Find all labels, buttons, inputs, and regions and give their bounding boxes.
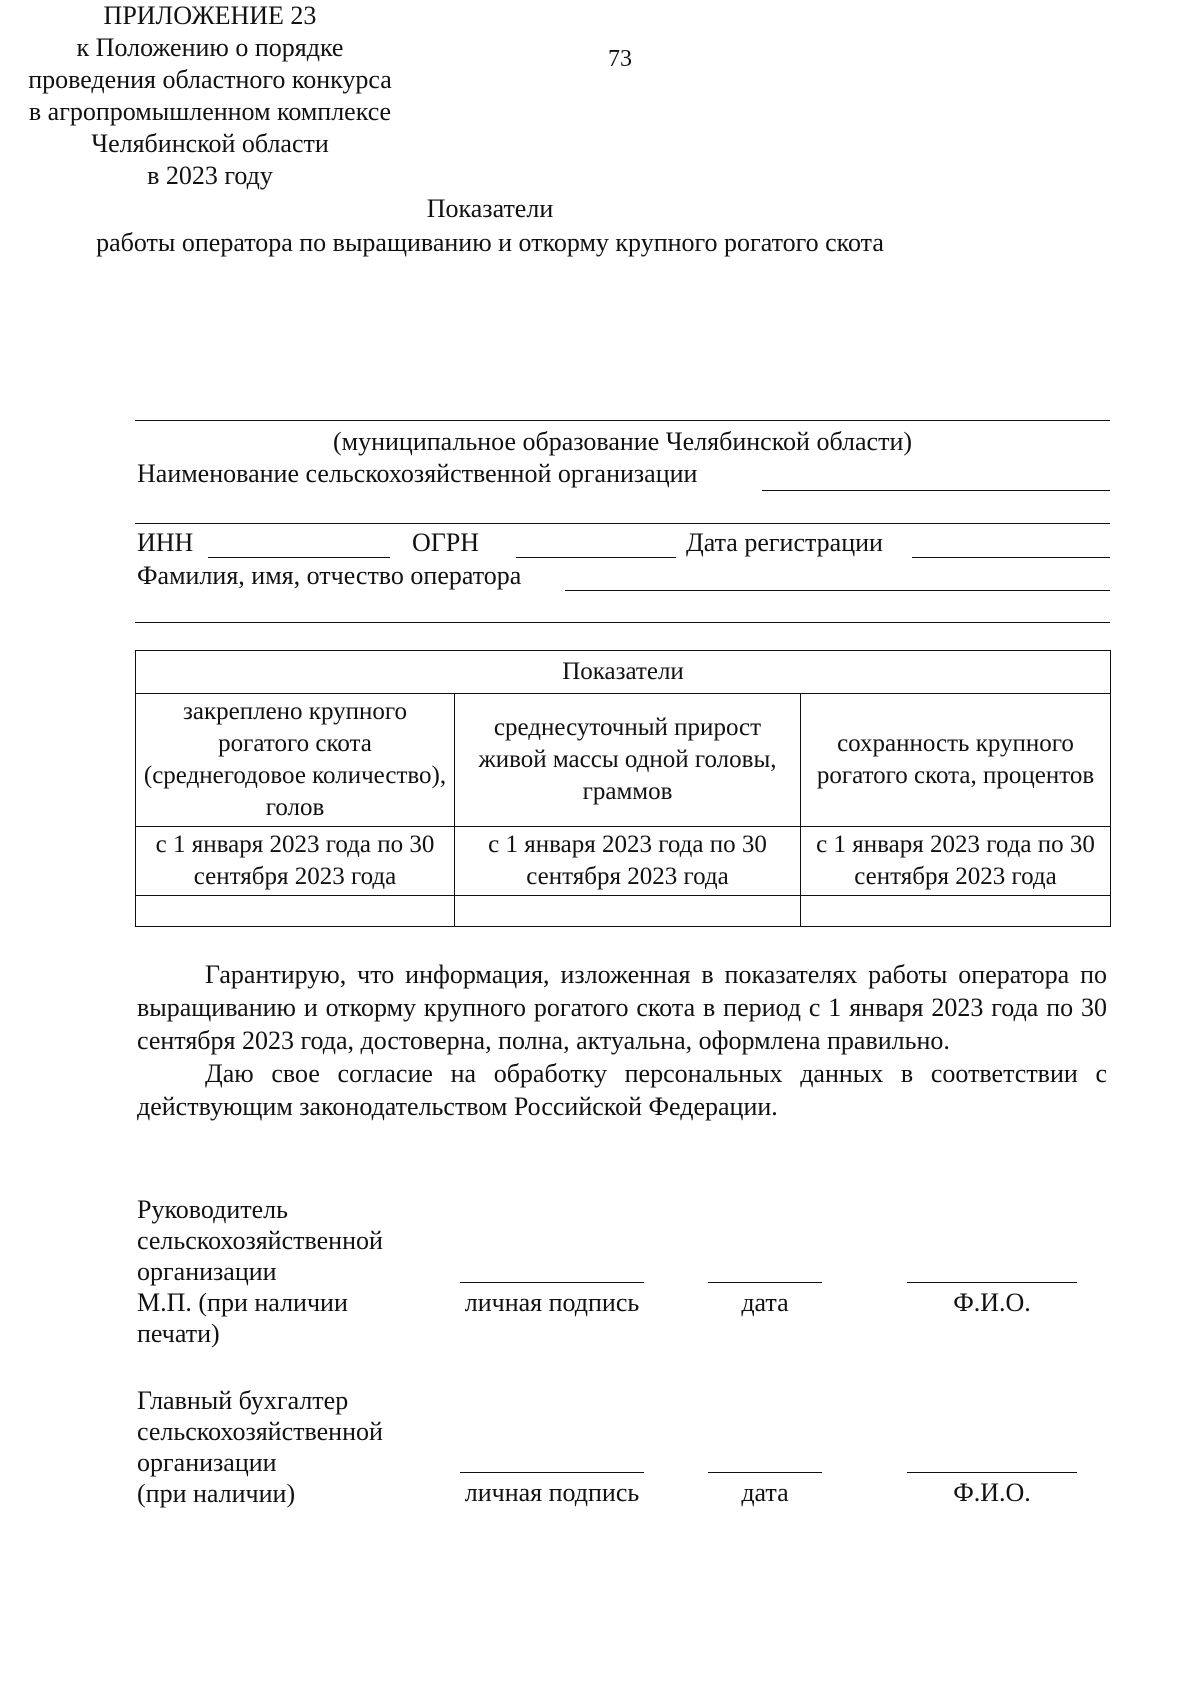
appendix-line: к Положению о порядке	[76, 33, 344, 62]
document-title-line1: Показатели	[426, 194, 554, 223]
guarantee-paragraph: Гарантирую, что информация, изложенная в показателях работы оператора по выращиванию и откорму крупного рогатого скота в период с 1 января 2023 года по 30 сентября 2023 года, достоверна, полна, актуальна, оформлена правильно.	[137, 960, 1107, 1055]
inn-label: ИНН	[137, 528, 194, 557]
indicators-table	[135, 650, 1111, 927]
value-cell-safety[interactable]	[801, 896, 1111, 927]
table-period-row	[136, 827, 1111, 896]
signature-caption: личная подпись	[464, 1478, 640, 1507]
table-header-row	[136, 651, 1111, 694]
registration-date-field[interactable]	[912, 557, 1110, 558]
inn-field[interactable]	[208, 557, 390, 558]
operator-name-field[interactable]	[565, 590, 1110, 591]
appendix-line: проведения областного конкурса	[28, 65, 392, 94]
appendix-title: ПРИЛОЖЕНИЕ 23	[103, 1, 317, 30]
signature-role-accountant: Главный бухгалтер сельскохозяйственной организации (при наличии)	[137, 1386, 383, 1508]
appendix-line: в агропромышленном комплексе	[28, 97, 392, 126]
value-cell-cattle-count[interactable]	[136, 896, 455, 927]
signature-line-accountant[interactable]	[460, 1472, 644, 1473]
appendix-line: в 2023 году	[147, 161, 273, 190]
consent-paragraph: Даю свое согласие на обработку персональных данных в соответствии с действующим законодательством Российской Федерации.	[137, 1059, 1107, 1121]
period-cell-safety: с 1 января 2023 года по 30 сентября 2023 года	[801, 827, 1111, 896]
org-name-label: Наименование сельскохозяйственной организации	[137, 459, 698, 488]
period-cell-daily-gain: с 1 января 2023 года по 30 сентября 2023 года	[455, 827, 801, 896]
name-line-accountant[interactable]	[907, 1472, 1077, 1473]
table-values-row	[136, 896, 1111, 927]
document-title	[0, 192, 980, 260]
ogrn-field[interactable]	[516, 557, 676, 558]
ogrn-label: ОГРН	[412, 528, 480, 557]
column-header-daily-gain: среднесуточный прирост живой массы одной головы, граммов	[455, 694, 801, 827]
appendix-line: Челябинской области	[91, 129, 329, 158]
municipality-field[interactable]	[135, 420, 1110, 421]
period-cell-cattle-count: с 1 января 2023 года по 30 сентября 2023 года	[136, 827, 455, 896]
org-name-field[interactable]	[762, 490, 1110, 491]
column-header-safety: сохранность крупного рогатого скота, процентов	[801, 694, 1111, 827]
municipality-caption: (муниципальное образование Челябинской области)	[332, 427, 913, 456]
page-number: 73	[608, 46, 632, 72]
appendix-header	[0, 0, 420, 192]
date-caption: дата	[741, 1288, 789, 1317]
column-header-cattle-count: закреплено крупного рогатого скота (среднегодовое количество), голов	[136, 694, 455, 827]
operator-name-label: Фамилия, имя, отчество оператора	[137, 561, 522, 590]
name-line-head[interactable]	[907, 1282, 1077, 1283]
signature-line-head[interactable]	[460, 1282, 644, 1283]
guarantee-text	[137, 958, 1107, 1123]
name-caption: Ф.И.О.	[953, 1288, 1031, 1317]
name-caption: Ф.И.О.	[953, 1478, 1031, 1507]
date-line-accountant[interactable]	[708, 1472, 822, 1473]
org-name-field-line2[interactable]	[135, 523, 1110, 524]
table-header-cell: Показатели	[136, 651, 1111, 694]
value-cell-daily-gain[interactable]	[455, 896, 801, 927]
date-line-head[interactable]	[708, 1282, 822, 1283]
signature-caption: личная подпись	[464, 1288, 640, 1317]
date-caption: дата	[741, 1478, 789, 1507]
operator-name-field-line2[interactable]	[135, 622, 1110, 623]
table-columns-row	[136, 694, 1111, 827]
document-title-line2: работы оператора по выращиванию и откорму крупного рогатого скота	[96, 228, 884, 257]
signature-role-head: Руководитель сельскохозяйственной организации М.П. (при наличии печати)	[137, 1195, 383, 1348]
registration-date-label: Дата регистрации	[686, 528, 883, 557]
